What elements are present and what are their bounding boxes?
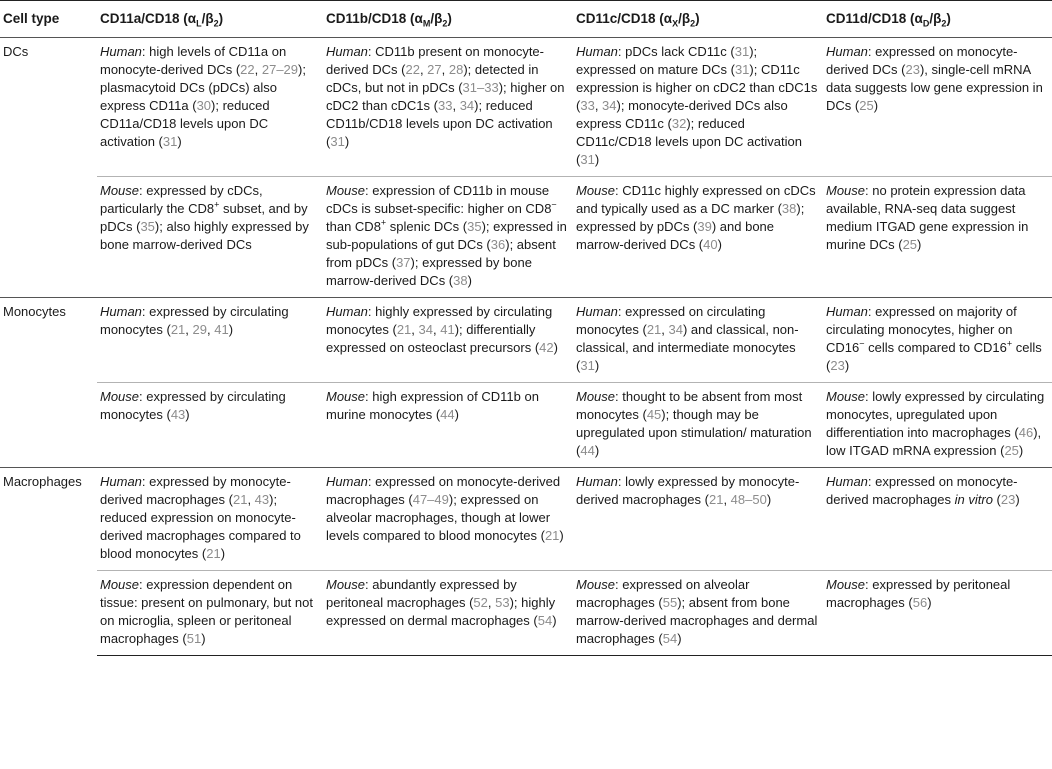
cell-cd11b-mouse: Mouse: abundantly expressed by peritoneal macrophages (52, 53); highly expressed on dermal macrophages (54) [323,571,573,656]
cell-cd11d-mouse: Mouse: lowly expressed by circulating monocytes, upregulated upon differentiation into macrophages (46), low ITGAD mRNA expression (25) [823,383,1052,468]
cell-cd11a-mouse: Mouse: expressed by circulating monocytes (43) [97,383,323,468]
cell-cd11c-mouse: Mouse: CD11c highly expressed on cDCs and typically used as a DC marker (38); expressed by pDCs (39) and bone marrow-derived DCs (40) [573,177,823,298]
cell-cd11d-human: Human: expressed on monocyte-derived macrophages in vitro (23) [823,468,1052,571]
header-cell-type: Cell type [0,1,97,38]
cell-cd11c-human: Human: pDCs lack CD11c (31); expressed on mature DCs (31); CD11c expression is higher on cDC2 than cDC1s (33, 34); monocyte-derived DCs also express CD11c (32); reduced CD11c/CD18 levels upon DC activation (31) [573,38,823,177]
cell-cd11c-human: Human: lowly expressed by monocyte-derived macrophages (21, 48–50) [573,468,823,571]
header-cd11c: CD11c/CD18 $(\alpha_X/\beta_2)$ [573,1,823,38]
table-row [0,383,1052,468]
header-row [0,1,1052,38]
cell-cd11b-human: Human: expressed on monocyte-derived macrophages (47–49); expressed on alveolar macrophages, though at lower levels compared to blood monocytes (21) [323,468,573,571]
table-row [0,177,1052,298]
table-row [0,468,1052,571]
cell-type-label: Macrophages [0,468,97,656]
cell-cd11b-human: Human: highly expressed by circulating monocytes (21, 34, 41); differentially expressed on osteoclast precursors (42) [323,298,573,383]
cell-cd11d-human: Human: expressed on monocyte-derived DCs (23), single-cell mRNA data suggests low gene expression in DCs (25) [823,38,1052,177]
cell-cd11d-human: Human: expressed on majority of circulating monocytes, higher on CD16− cells compared to CD16+ cells (23) [823,298,1052,383]
cell-cd11a-mouse: Mouse: expression dependent on tissue: present on pulmonary, but not on microglia, spleen or peritoneal macrophages (51) [97,571,323,656]
table-row [0,298,1052,383]
cell-cd11d-mouse: Mouse: expressed by peritoneal macrophages (56) [823,571,1052,656]
cell-type-label: DCs [0,38,97,298]
header-cd11a: CD11a/CD18 $(\alpha_L/\beta_2)$ [97,1,323,38]
cell-cd11a-human: Human: high levels of CD11a on monocyte-derived DCs (22, 27–29); plasmacytoid DCs (pDCs) also express CD11a (30); reduced CD11a/CD18 levels upon DC activation (31) [97,38,323,177]
cell-type-label: Monocytes [0,298,97,468]
table-row [0,38,1052,177]
cell-cd11d-mouse: Mouse: no protein expression data available, RNA-seq data suggest medium ITGAD gene expression in murine DCs (25) [823,177,1052,298]
cell-cd11a-human: Human: expressed by circulating monocytes (21, 29, 41) [97,298,323,383]
header-cd11b: CD11b/CD18 $(\alpha_M/\beta_2)$ [323,1,573,38]
cell-cd11c-mouse: Mouse: expressed on alveolar macrophages (55); absent from bone marrow-derived macrophages and dermal macrophages (54) [573,571,823,656]
table-row [0,571,1052,656]
cell-cd11a-mouse: Mouse: expressed by cDCs, particularly the CD8+ subset, and by pDCs (35); also highly expressed by bone marrow-derived DCs [97,177,323,298]
cell-cd11b-human: Human: CD11b present on monocyte-derived DCs (22, 27, 28); detected in cDCs, but not in pDCs (31–33); higher on cDC2 than cDC1s (33, 34); reduced CD11b/CD18 levels upon DC activation (31) [323,38,573,177]
cell-cd11c-human: Human: expressed on circulating monocytes (21, 34) and classical, non-classical, and intermediate monocytes (31) [573,298,823,383]
cell-cd11b-mouse: Mouse: high expression of CD11b on murine monocytes (44) [323,383,573,468]
cell-cd11b-mouse: Mouse: expression of CD11b in mouse cDCs is subset-specific: higher on CD8− than CD8+ splenic DCs (35); expressed in sub-populations of gut DCs (36); absent from pDCs (37); expressed by bone marrow-derived DCs (38) [323,177,573,298]
cell-cd11c-mouse: Mouse: thought to be absent from most monocytes (45); though may be upregulated upon stimulation/ maturation (44) [573,383,823,468]
header-cd11d: CD11d/CD18 $(\alpha_D/\beta_2)$ [823,1,1052,38]
cell-cd11a-human: Human: expressed by monocyte-derived macrophages (21, 43); reduced expression on monocyte-derived macrophages compared to blood monocytes (21) [97,468,323,571]
